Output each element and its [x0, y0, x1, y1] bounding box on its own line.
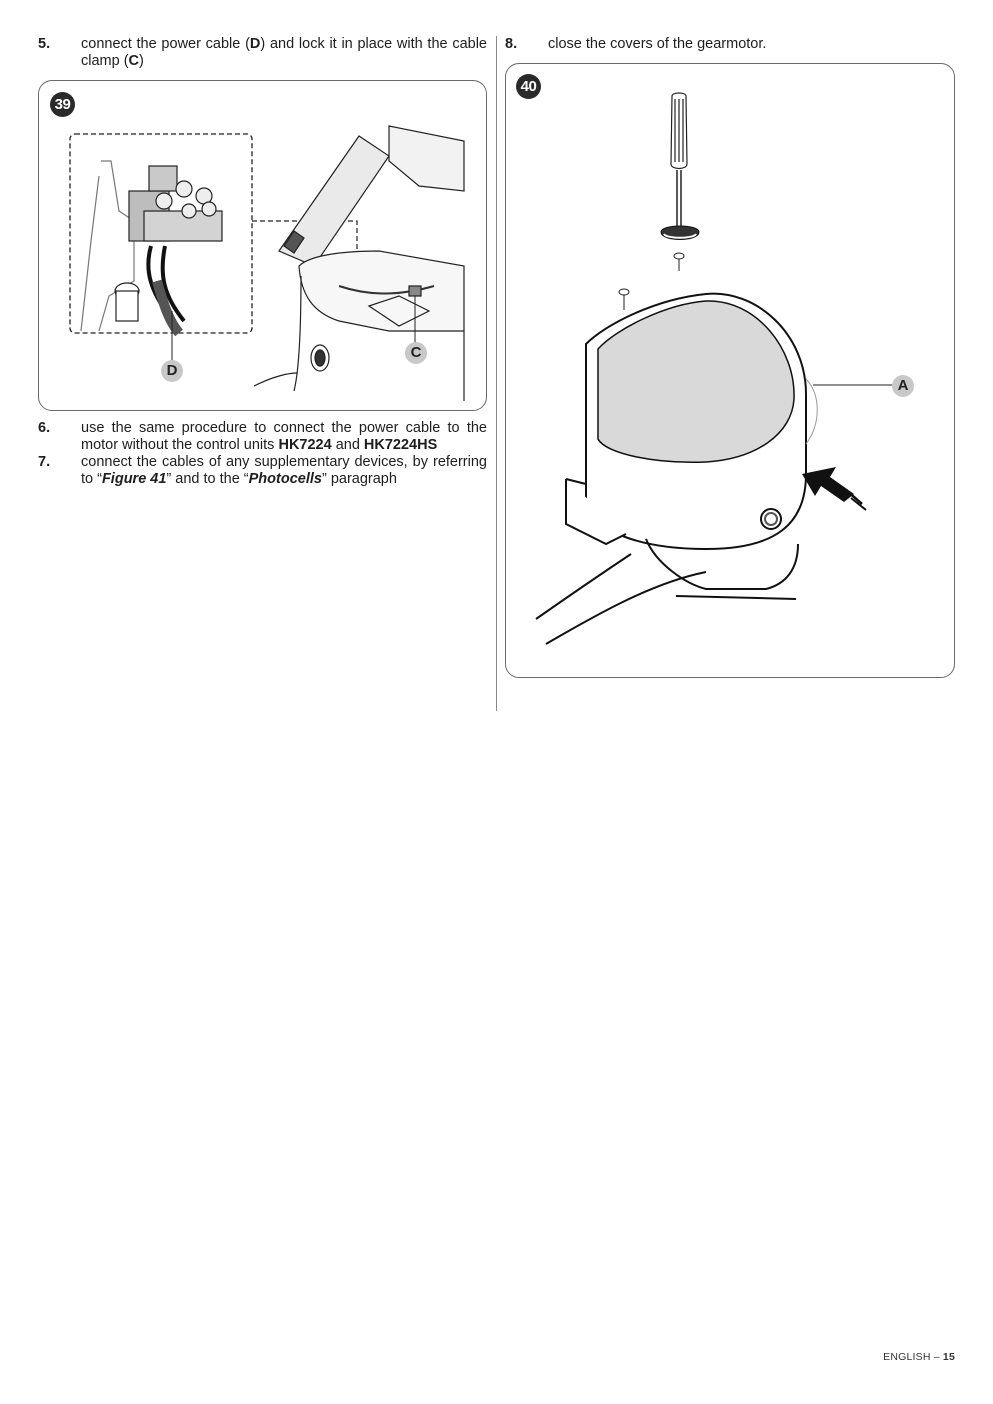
footer-language: ENGLISH –	[883, 1351, 943, 1363]
column-divider	[496, 36, 497, 711]
figure-40-frame	[505, 63, 955, 678]
figure-40-illustration	[506, 64, 954, 677]
figure-number-badge: 40	[516, 74, 541, 99]
callout-d: D	[161, 360, 183, 382]
step-text: connect the power cable (D) and lock it in place with the cable clamp (C)	[81, 36, 487, 69]
step-number: 7.	[38, 454, 51, 470]
step-text: connect the cables of any supplementary devices, by referring to “Figure 41” and to the “Photocells” paragraph	[81, 454, 487, 487]
screwdriver-icon	[671, 93, 687, 232]
figure-number-badge: 39	[50, 92, 75, 117]
page-number: 15	[942, 1351, 955, 1363]
callout-a: A	[892, 375, 914, 397]
page-footer	[883, 1351, 955, 1363]
step-number: 8.	[505, 36, 518, 52]
step-number: 6.	[38, 420, 51, 436]
step-text: close the covers of the gearmotor.	[548, 36, 767, 52]
step-text: use the same procedure to connect the power cable to the motor without the control units HK7224 and HK7224HS	[81, 420, 487, 453]
gearmotor-body	[536, 294, 817, 644]
gearmotor-open	[254, 126, 464, 401]
insert-arrow-icon	[802, 467, 854, 502]
step-number: 5.	[38, 36, 51, 52]
callout-c: C	[405, 342, 427, 364]
figure-39-frame	[38, 80, 487, 411]
terminal-block-detail	[81, 161, 222, 333]
